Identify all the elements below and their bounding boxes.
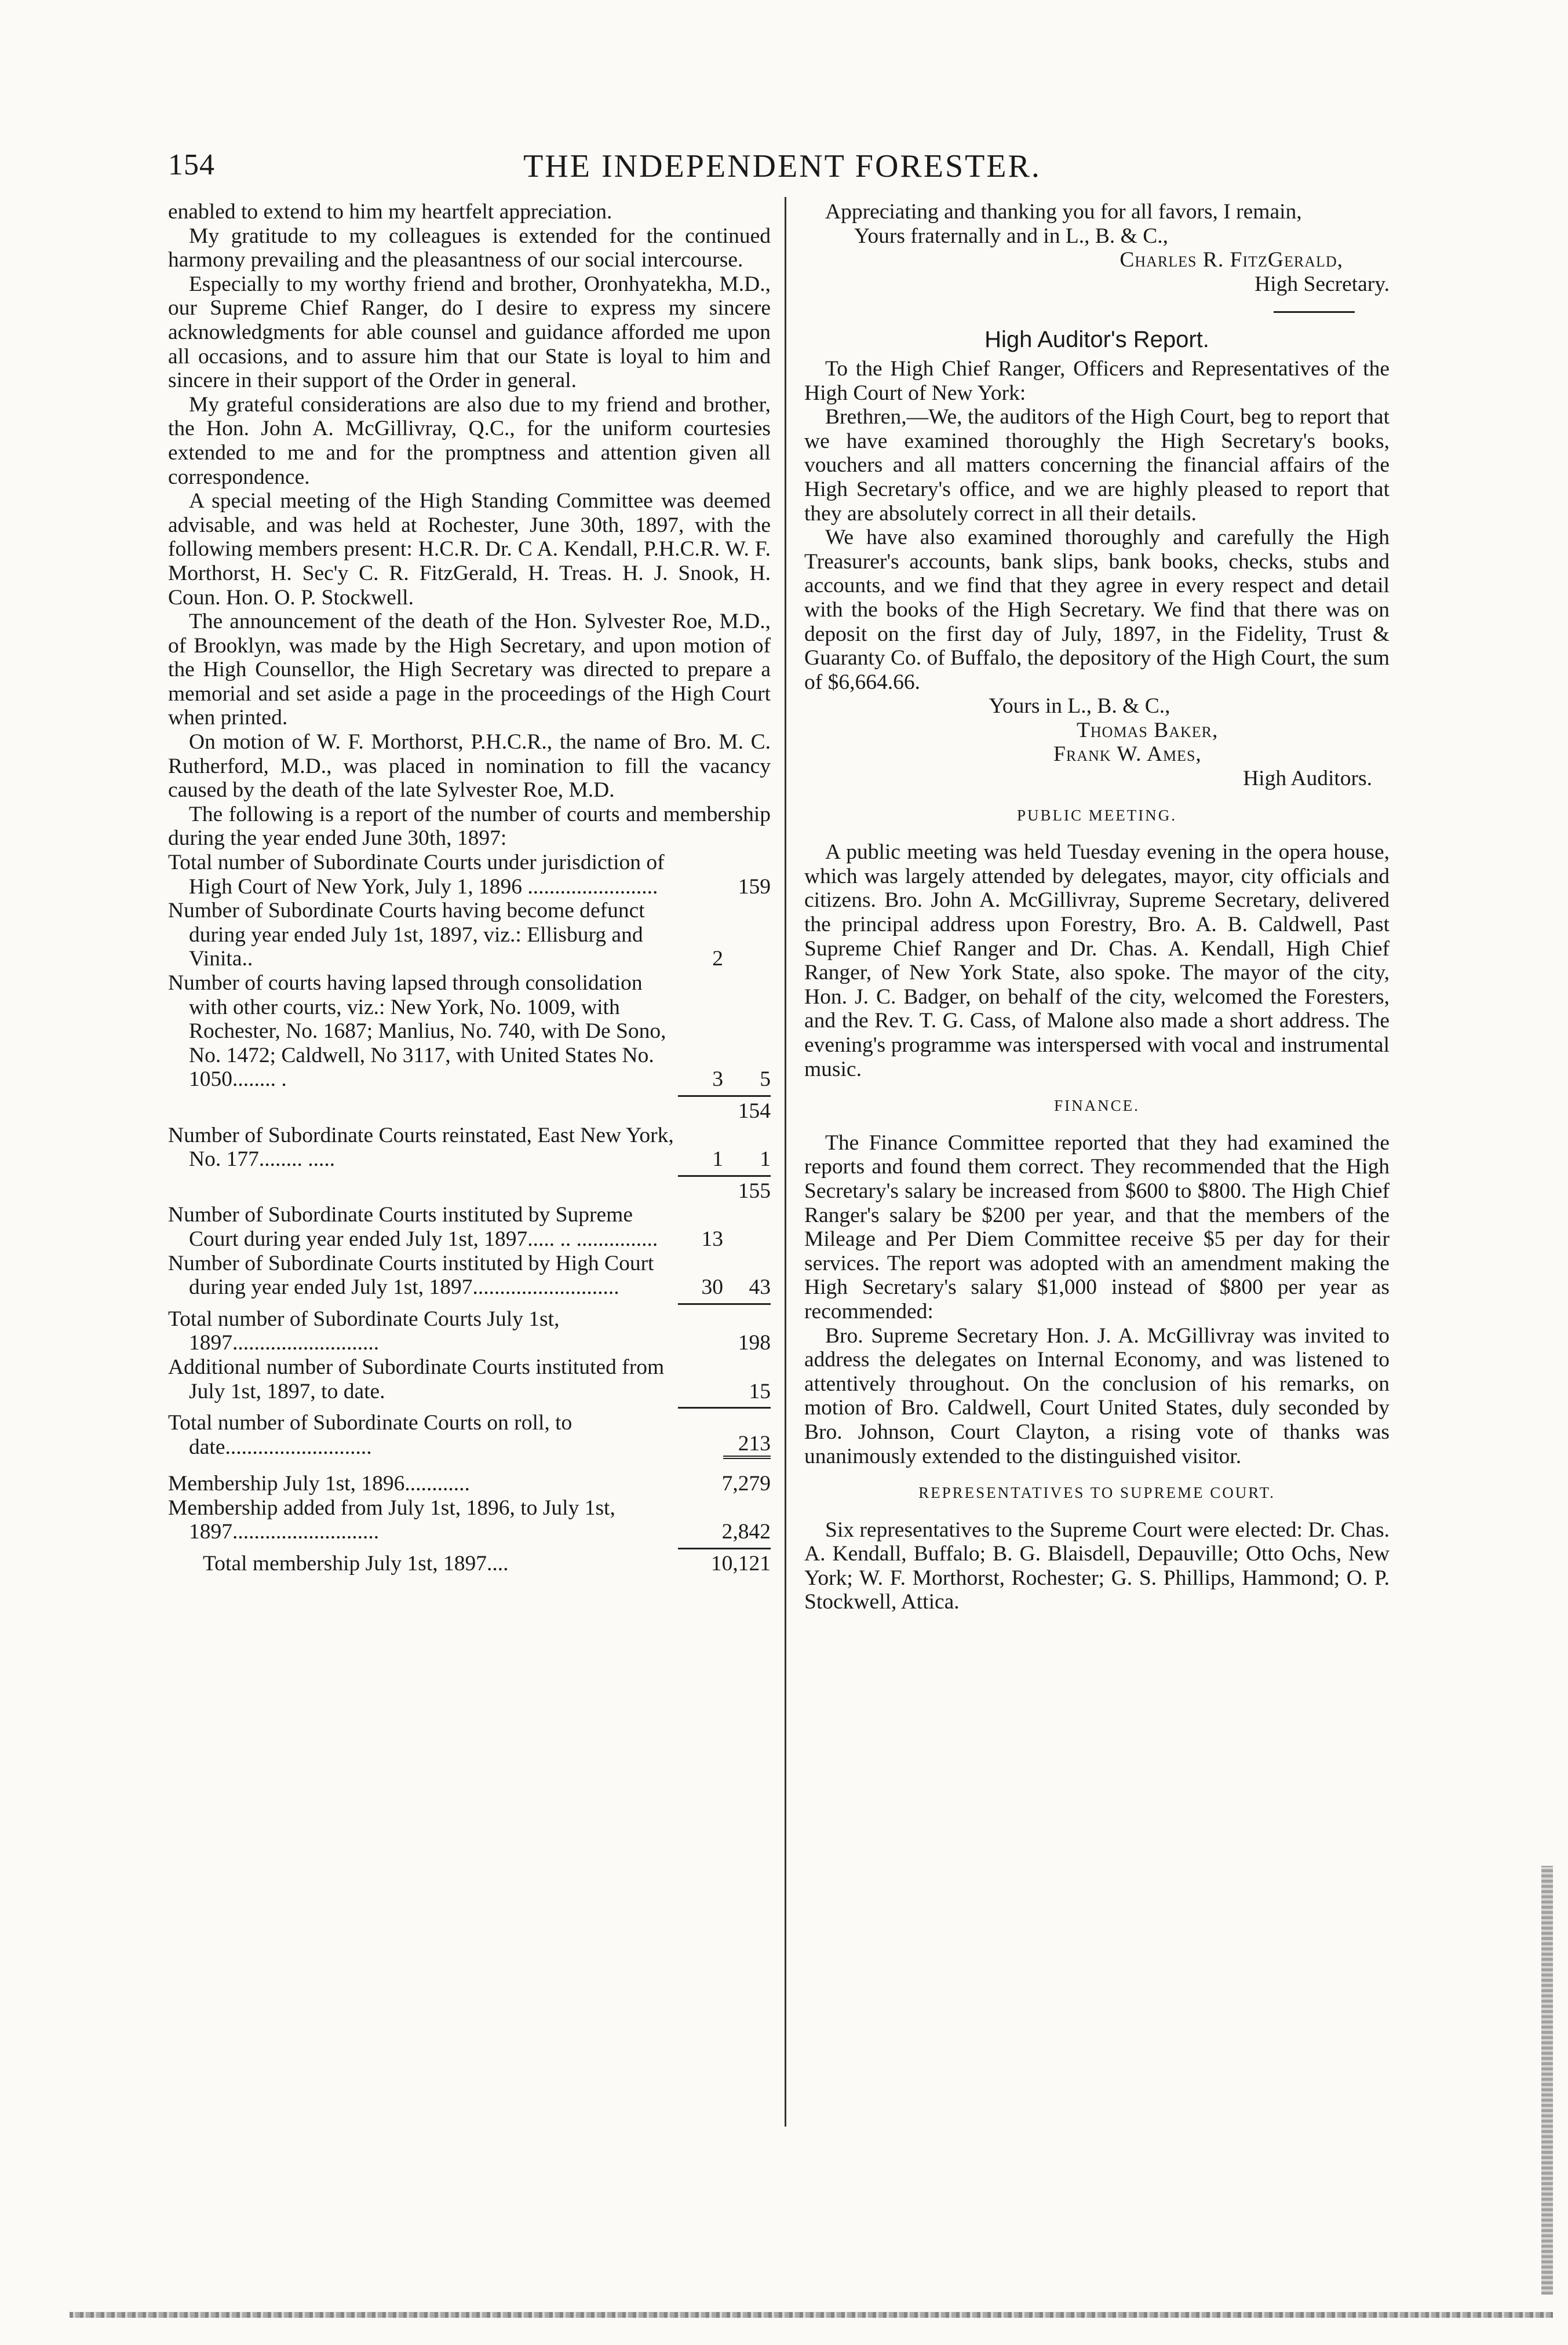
section-heading: High Auditor's Report. [984, 327, 1209, 353]
section-rule [1274, 311, 1355, 313]
paragraph: Six representatives to the Supreme Court were elected: Dr. Chas. A. Kendall, Buffalo; B. G. Blaisdell, Depauville; Otto Ochs, New York; W. F. Morthorst, Rochester; G. S. Phillips, Hammond; O. P. Stockwell, Attica. [804, 1518, 1390, 1614]
row-value: 7,279 [721, 1472, 771, 1496]
scan-edge-bottom [70, 2312, 1553, 2318]
row-label: Membership July 1st, 1896............ [168, 1472, 470, 1496]
subtotal-rule [678, 1548, 771, 1549]
row-label: Number of Subordinate Courts having become defunct during year ended July 1st, 1897, viz.: Ellisburg and Vinita.. [168, 899, 645, 971]
signature-title: High Auditors. [1243, 767, 1372, 791]
paragraph: We have also examined thoroughly and carefully the High Treasurer's accounts, bank slips, bank books, checks, stubs and accounts, and we find that they agree in every respect and detail with the books of the High Secretary. We find that there was on deposit on the first day of July, 1897, in the Fidelity, Trust & Guaranty Co. of Buffalo, the depository of the High Court, the sum of $6,664.66. [804, 526, 1390, 694]
row-value: 198 [738, 1331, 771, 1355]
row-label: Number of Subordinate Courts instituted by Supreme Court during year ended July 1st, 1897..... .. ............... [168, 1203, 658, 1251]
paragraph: The announcement of the death of the Hon. Sylvester Roe, M.D., of Brooklyn, was made by the High Secretary, and upon motion of the High Counsellor, the High Secretary was directed to prepare a memorial and set aside a page in the proceedings of the High Court when printed. [168, 610, 771, 730]
table-row [168, 971, 771, 1092]
row-label: Number of courts having lapsed through consolidation with other courts, viz.: New York, No. 1009, with Rochester, No. 1687; Manlius, No. 740, with De Sono, No. 1472; Caldwell, No 3117, with United States No. 1050........ . [168, 971, 666, 1092]
subtotal-rule [678, 1303, 771, 1305]
address-line: To the High Chief Ranger, Officers and Representatives of the High Court of New York: [804, 356, 1390, 405]
subtotal-value: 154 [738, 1099, 771, 1123]
paragraph: Especially to my worthy friend and brother, Oronhyatekha, M.D., our Supreme Chief Ranger, do I desire to express my sincere acknowledgments for able counsel and guidance afforded me upon all occasions, and to assure him that our State is loyal to him and sincere in their support of the Order in general. [168, 272, 771, 393]
row-label: Number of Subordinate Courts instituted by High Court during year ended July 1st, 1897........................... [168, 1251, 654, 1300]
court-report-table [168, 851, 771, 1576]
signature-name: Charles R. FitzGerald, [1120, 248, 1343, 272]
row-value: 2 [712, 947, 723, 971]
right-column [804, 200, 1390, 1614]
page-number: 154 [168, 148, 215, 181]
table-row [168, 1099, 771, 1124]
table-row [168, 1252, 771, 1300]
row-label: Total number of Subordinate Courts on roll, to date........................... [168, 1411, 572, 1459]
left-column [168, 200, 771, 1576]
paragraph: Appreciating and thanking you for all favors, I remain, [825, 200, 1302, 224]
table-row [168, 1203, 771, 1251]
row-value: 15 [749, 1379, 771, 1403]
row-value: 1 [760, 1147, 771, 1172]
row-label: Additional number of Subordinate Courts instituted from July 1st, 1897, to date. [168, 1355, 665, 1403]
subheading-finance: FINANCE. [1054, 1097, 1140, 1115]
table-row [168, 851, 771, 899]
row-value: 2,842 [721, 1520, 771, 1544]
paragraph: On motion of W. F. Morthorst, P.H.C.R., the name of Bro. M. C. Rutherford, M.D., was placed in nomination to fill the vacancy caused by the death of the late Sylvester Roe, M.D. [168, 730, 771, 803]
paragraph: enabled to extend to him my heartfelt appreciation. [168, 200, 612, 224]
table-row [168, 1496, 771, 1544]
table-row [168, 1411, 771, 1459]
paragraph: My grateful considerations are also due to my friend and brother, the Hon. John A. McGillivray, Q.C., for the uniform courtesies extended to me and for the promptness and attention given all correspondence. [168, 392, 771, 489]
row-value: 13 [701, 1227, 723, 1251]
subheading-public-meeting: PUBLIC MEETING. [1017, 806, 1177, 824]
total-value: 213 [723, 1432, 771, 1460]
subheading-representatives: REPRESENTATIVES TO SUPREME COURT. [918, 1484, 1275, 1502]
column-divider [785, 197, 786, 2127]
subtotal-value: 155 [738, 1179, 771, 1203]
row-label: Membership added from July 1st, 1896, to July 1st, 1897........................... [168, 1496, 615, 1544]
signature-name: Frank W. Ames, [1053, 742, 1202, 767]
row-value: 159 [738, 874, 771, 899]
table-row [168, 1355, 771, 1403]
paragraph: My gratitude to my colleagues is extended for the continued harmony prevailing and the pleasantness of our social intercourse. [168, 224, 771, 272]
subtotal-rule [678, 1095, 771, 1097]
paragraph: Bro. Supreme Secretary Hon. J. A. McGillivray was invited to address the delegates on Internal Economy, and was listened to attentively throughout. On the conclusion of his remarks, on motion of Bro. Caldwell, Court United States, duly seconded by Bro. Johnson, Court Clayton, a rising vote of thanks was unanimously extended to the distinguished visitor. [804, 1323, 1390, 1468]
row-value: 5 [760, 1067, 771, 1092]
table-row [168, 1179, 771, 1204]
paragraph: A public meeting was held Tuesday evening in the opera house, which was largely attended by delegates, mayor, city officials and citizens. Bro. John A. McGillivray, Supreme Secretary, delivered the principal address upon Forestry, Bro. A. B. Caldwell, Past Supreme Chief Ranger and Dr. Chas. A. Kendall, High Chief Ranger, of New York State, also spoke. The mayor of the city, Hon. J. C. Badger, on behalf of the city, welcomed the Foresters, and the Rev. T. G. Cass, of Malone also made a short address. The evening's programme was interspersed with vocal and instrumental music. [804, 840, 1390, 1081]
running-title: THE INDEPENDENT FORESTER. [523, 148, 1041, 184]
table-row [168, 1552, 771, 1576]
table-row [168, 899, 771, 971]
table-row [168, 1472, 771, 1496]
row-value: 3 [712, 1067, 723, 1092]
subtotal-rule [678, 1407, 771, 1409]
row-value: 1 [712, 1147, 723, 1172]
page-header [168, 148, 1396, 194]
signature-name: Thomas Baker, [1077, 718, 1219, 742]
closing: Yours fraternally and in L., B. & C., [854, 224, 1168, 248]
subtotal-rule [678, 1175, 771, 1177]
row-label: Total membership July 1st, 1897.... [203, 1552, 509, 1576]
closing: Yours in L., B. & C., [989, 694, 1170, 719]
paragraph: The Finance Committee reported that they had examined the reports and found them correct. They recommended that the High Secretary's salary be increased from $600 to $800. The High Chief Ranger's salary be $200 per year, and that the members of the Mileage and Per Diem Committee receive $5 per day for their services. The report was adopted with an amendment making the High Secretary's salary $1,000 instead of $800 per year as recommended: [804, 1130, 1390, 1323]
paragraph: A special meeting of the High Standing Committee was deemed advisable, and was held at Rochester, June 30th, 1897, with the following members present: H.C.R. Dr. C A. Kendall, P.H.C.R. W. F. Morthorst, H. Sec'y C. R. FitzGerald, H. Treas. H. J. Snook, H. Coun. Hon. O. P. Stockwell. [168, 489, 771, 610]
row-value: 30 [701, 1275, 723, 1300]
row-label: Number of Subordinate Courts reinstated, East New York, No. 177........ ..... [168, 1123, 674, 1172]
paragraph: Brethren,—We, the auditors of the High Court, beg to report that we have examined thoroughly the High Secretary's books, vouchers and all matters concerning the financial affairs of the High Secretary's office, and we are highly pleased to report that they are absolutely correct in all their details. [804, 405, 1390, 526]
row-label: Total number of Subordinate Courts July 1st, 1897........................... [168, 1307, 560, 1355]
scan-edge-right [1541, 1866, 1553, 2295]
table-row [168, 1307, 771, 1355]
row-value: 43 [749, 1275, 771, 1300]
paragraph: The following is a report of the number of courts and membership during the year ended June 30th, 1897: [168, 802, 771, 851]
row-label: Total number of Subordinate Courts under jurisdiction of High Court of New York, July 1, 1896 ........................ [168, 851, 665, 899]
signature-title: High Secretary. [1255, 272, 1390, 296]
total-value: 10,121 [710, 1552, 771, 1576]
table-row [168, 1124, 771, 1172]
